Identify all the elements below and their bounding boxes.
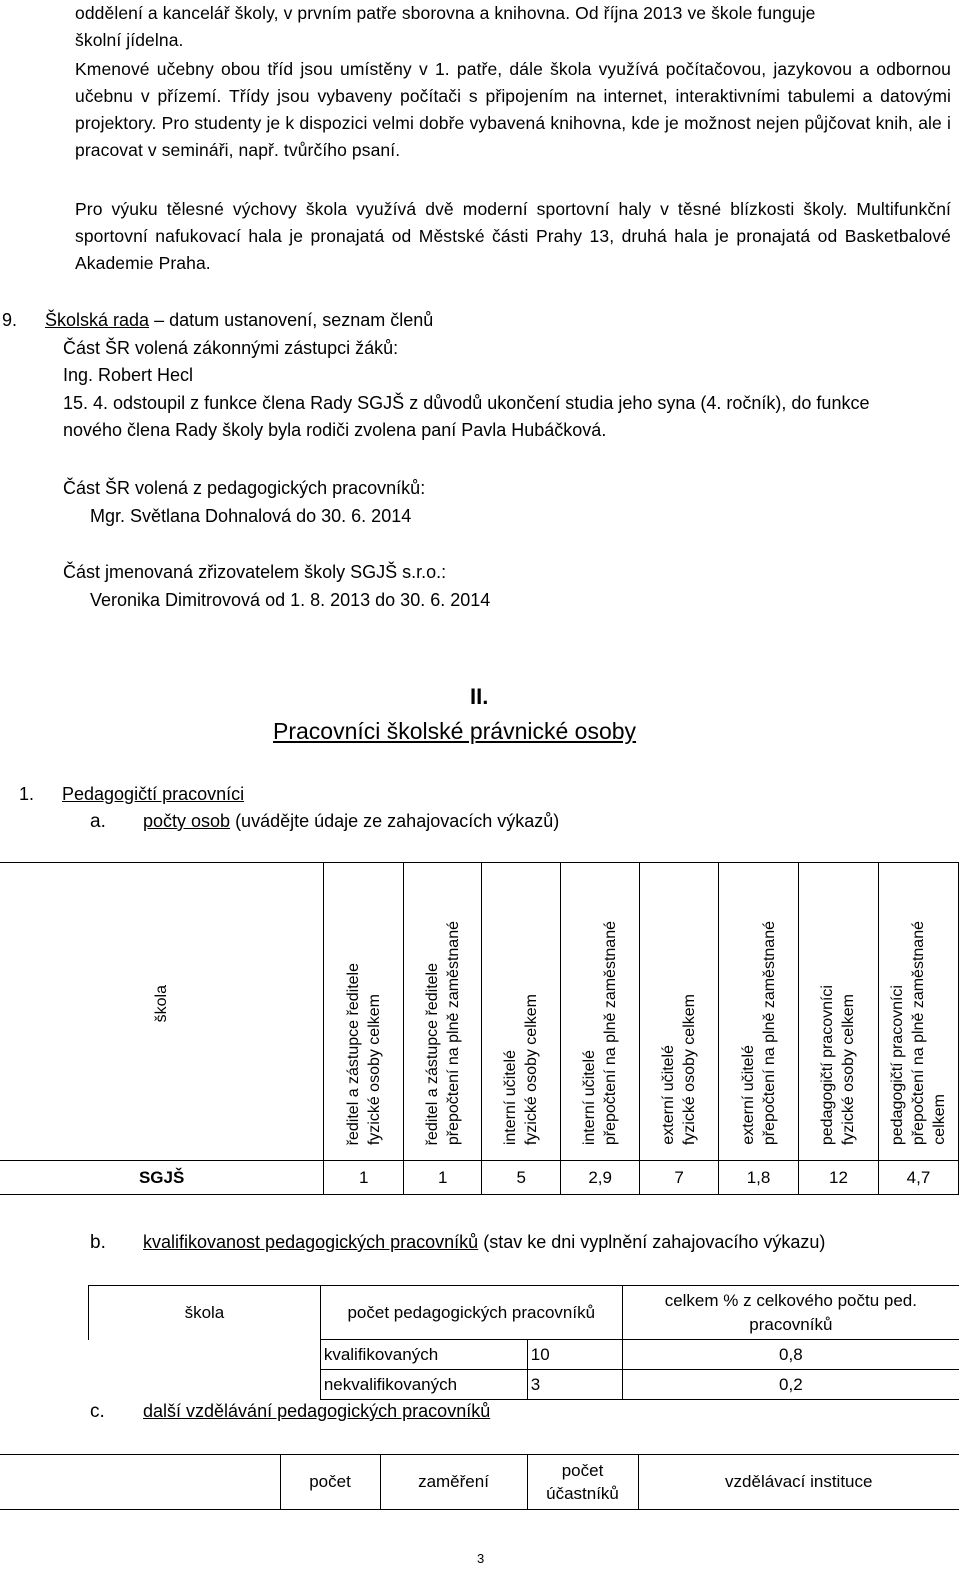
header-internal-count: interní učitelé fyzické osoby celkem xyxy=(482,863,561,1161)
e-header-participants: počet účastníků xyxy=(527,1455,638,1510)
chapter-roman: II. xyxy=(470,684,489,709)
education-table xyxy=(0,1454,959,1510)
section-9-title: Školská rada xyxy=(45,310,150,330)
qualification-row xyxy=(89,1370,960,1400)
chapter-title: Pracovníci školské právnické osoby xyxy=(273,718,637,744)
page-number: 3 xyxy=(477,1551,485,1566)
e-header-count: počet xyxy=(280,1455,380,1510)
council-note: 15. 4. odstoupil z funkce člena Rady SGJŠ z důvodů ukončení studia jeho syna (4. ročník), do funkce nového člena Rady školy byla rodiči zvolena paní Pavla Hubáčková. xyxy=(63,393,870,440)
header-external-count: externí učitelé fyzické osoby celkem xyxy=(640,863,719,1161)
header-ped-count: pedagogičtí pracovníci fyzické osoby celkem xyxy=(799,863,879,1161)
a-letter: a. xyxy=(90,811,106,832)
cell-internal-fte: 2,9 xyxy=(561,1161,640,1195)
b-letter: b. xyxy=(90,1232,106,1253)
parents-heading: Část ŠR volená zákonnými zástupci žáků: xyxy=(63,338,399,358)
q-header-school: škola xyxy=(89,1286,321,1340)
founder-member: Veronika Dimitrovová od 1. 8. 2013 do 30. 6. 2014 xyxy=(90,590,491,610)
cell-external-fte: 1,8 xyxy=(719,1161,799,1195)
staff-member: Mgr. Světlana Dohnalová do 30. 6. 2014 xyxy=(90,506,412,526)
q-row-label: nekvalifikovaných xyxy=(320,1370,527,1400)
header-director-fte: ředitel a zástupce ředitele přepočtení na plně zaměstnané xyxy=(404,863,482,1161)
intro-line-2: školní jídelna. xyxy=(75,30,184,50)
parents-member: Ing. Robert Hecl xyxy=(63,365,194,385)
q-row-percent: 0,8 xyxy=(622,1340,959,1370)
a-rest: (uvádějte údaje ze zahajovacích výkazů) xyxy=(230,811,560,831)
e-header-institution: vzdělávací instituce xyxy=(638,1455,959,1510)
staff-count-table xyxy=(0,862,959,1195)
qualification-table xyxy=(88,1285,959,1400)
header-director-fte-count: ředitel a zástupce ředitele fyzické osoby celkem xyxy=(324,863,404,1161)
header-school: škola xyxy=(0,863,324,1161)
cell-internal-count: 5 xyxy=(482,1161,561,1195)
header-internal-fte: interní učitelé přepočtení na plně zaměstnané xyxy=(561,863,640,1161)
intro-paragraph-classrooms: Kmenové učebny obou tříd jsou umístěny v 1. patře, dále škola využívá počítačovou, jazykovou a odbornou učebnu v přízemí. Třídy jsou vybaveny počítači s připojením na internet, interaktivními tabulemi a datovými projektory. Pro studenty je k dispozici velmi dobře vybavená knihovna, kde je možnost nejen půjčovat knih, ale i pracovat v semináři, např. tvůrčího psaní. xyxy=(75,59,951,160)
c-title: další vzdělávání pedagogických pracovníků xyxy=(143,1401,491,1421)
section-9-dash: – xyxy=(154,310,165,330)
a-heading xyxy=(143,808,559,835)
q-header-percent: celkem % z celkového počtu ped. pracovníků xyxy=(622,1286,959,1340)
staff-table-header-row xyxy=(0,863,959,1161)
q-row-count: 3 xyxy=(527,1370,622,1400)
qualification-header-row xyxy=(89,1286,960,1340)
a-title: počty osob xyxy=(143,811,231,831)
ped-title: Pedagogičtí pracovníci xyxy=(62,784,245,804)
q-row-count: 10 xyxy=(527,1340,622,1370)
section-9-title-rest: datum ustanovení, seznam členů xyxy=(164,310,434,330)
b-rest: (stav ke dni vyplnění zahajovacího výkazu) xyxy=(478,1232,826,1252)
section-9-number: 9. xyxy=(2,310,18,330)
education-header-row xyxy=(0,1455,959,1510)
e-header-focus: zaměření xyxy=(380,1455,527,1510)
cell-school: SGJŠ xyxy=(0,1161,324,1195)
header-ped-fte: pedagogičtí pracovníci přepočtení na plně zaměstnané celkem xyxy=(878,863,958,1161)
header-external-fte: externí učitelé přepočtení na plně zaměstnané xyxy=(719,863,799,1161)
section-9-heading xyxy=(45,307,433,334)
cell-ped-fte: 4,7 xyxy=(878,1161,958,1195)
staff-table-row xyxy=(0,1161,959,1195)
ped-number: 1. xyxy=(19,784,35,804)
cell-director-count: 1 xyxy=(324,1161,404,1195)
q-header-count: počet pedagogických pracovníků xyxy=(320,1286,622,1340)
cell-external-count: 7 xyxy=(640,1161,719,1195)
intro-paragraph-sports: Pro výuku tělesné výchovy škola využívá dvě moderní sportovní haly v těsné blízkosti školy. Multifunkční sportovní nafukovací hala je pronajatá od Městské části Prahy 13, druhá hala je pronajatá od Basketbalové Akademie Praha. xyxy=(75,199,951,273)
c-letter: c. xyxy=(90,1401,105,1422)
q-row-label: kvalifikovaných xyxy=(320,1340,527,1370)
founder-heading: Část jmenovaná zřizovatelem školy SGJŠ s.r.o.: xyxy=(63,562,447,582)
b-heading xyxy=(143,1229,825,1256)
q-row-percent: 0,2 xyxy=(622,1370,959,1400)
cell-director-fte: 1 xyxy=(404,1161,482,1195)
cell-ped-count: 12 xyxy=(799,1161,879,1195)
qualification-row xyxy=(89,1340,960,1370)
intro-line-1: oddělení a kancelář školy, v prvním patře sborovna a knihovna. Od října 2013 ve škole funguje xyxy=(75,3,816,23)
b-title: kvalifikovanost pedagogických pracovníků xyxy=(143,1232,479,1252)
staff-heading: Část ŠR volená z pedagogických pracovníků: xyxy=(63,478,426,498)
